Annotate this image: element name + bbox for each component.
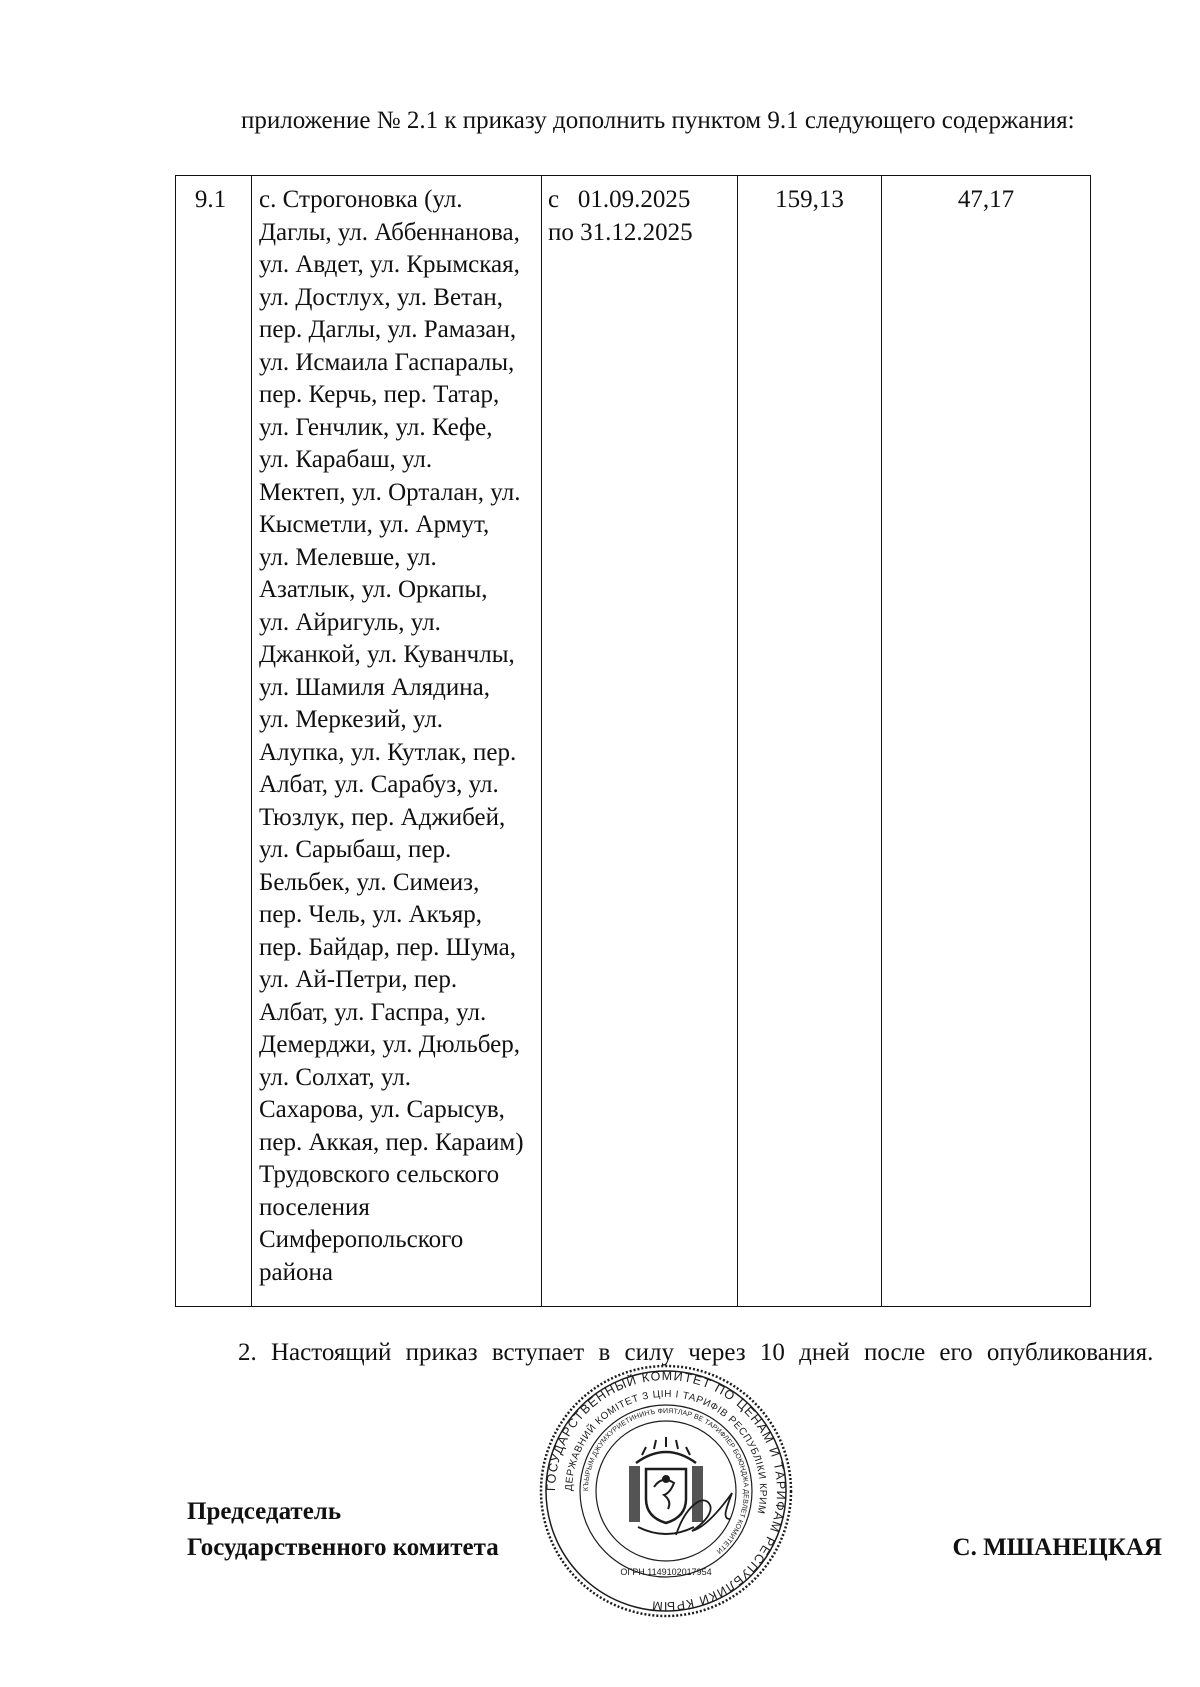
address-line: Мектеп, ул. Орталан, ул. bbox=[259, 478, 521, 506]
address-line: ул. Исмаила Гаспаралы, bbox=[259, 348, 515, 376]
address-line: Кысметли, ул. Армут, bbox=[259, 511, 490, 538]
period-line: по 31.12.2025 bbox=[548, 218, 693, 246]
address-line: Албат, ул. Гаспра, ул. bbox=[259, 998, 487, 1026]
address-line: Симферопольского bbox=[259, 1226, 464, 1253]
address-line: Даглы, ул. Аббеннанова, bbox=[259, 218, 520, 246]
address-line: пер. Керчь, пер. Татар, bbox=[259, 381, 500, 408]
seal-outer-ring bbox=[541, 1366, 791, 1616]
address-line: пер. Байдар, пер. Шума, bbox=[259, 933, 516, 961]
signatory-name: С. МШАНЕЦКАЯ bbox=[952, 1534, 1162, 1561]
address-line: Тюзлук, пер. Аджибей, bbox=[259, 803, 506, 831]
address-line: ул. Сарыбаш, пер. bbox=[259, 836, 452, 863]
address-line: ул. Шамиля Алядина, bbox=[259, 673, 490, 701]
value-1-cell: 159,13 bbox=[738, 176, 882, 1307]
period-cell bbox=[542, 176, 738, 1307]
address-line: пер. Аккая, пер. Караим) bbox=[259, 1128, 524, 1156]
official-seal bbox=[538, 1363, 794, 1619]
address-line: Азатлык, ул. Оркапы, bbox=[259, 576, 488, 603]
seal-ogrn: ОГРН 1149102017954 bbox=[620, 1567, 712, 1577]
address-line: Демерджи, ул. Дюльбер, bbox=[259, 1031, 521, 1058]
coat-of-arms-icon bbox=[630, 1437, 702, 1534]
address-line: ул. Авдет, ул. Крымская, bbox=[259, 251, 520, 278]
address-line: ул. Генчлик, ул. Кефе, bbox=[259, 413, 493, 441]
address-line: Албат, ул. Сарабуз, ул. bbox=[259, 771, 499, 798]
address-line: Трудовского сельского bbox=[259, 1161, 500, 1188]
address-line: ул. Айригуль, ул. bbox=[259, 608, 441, 636]
seal-inner-text: КЪЫРЫМ ДЖУМХУРИЕТИНИНЪ ФИЯТЛАР ВЕ ТАРИФЛЕР БОЮНДЖА ДЕВЛЕТ КОМИТЕТИ bbox=[582, 1407, 750, 1555]
address-line: с. Строгоновка (ул. bbox=[259, 186, 463, 213]
address-line: Джанкой, ул. Куванчлы, bbox=[259, 641, 515, 668]
address-line: пер. Чель, ул. Акъяр, bbox=[259, 901, 482, 928]
address-line: Бельбек, ул. Симеиз, bbox=[259, 868, 480, 896]
signatory-title-line-2: Государственного комитета bbox=[187, 1534, 499, 1561]
address-line: поселения bbox=[259, 1193, 370, 1221]
table-row bbox=[176, 176, 1091, 1307]
signatory-title-line-1: Председатель bbox=[187, 1498, 342, 1525]
intro-paragraph: приложение № 2.1 к приказу дополнить пунктом 9.1 следующего содержания: bbox=[241, 107, 1075, 134]
paragraph-2: 2. Настоящий приказ вступает в силу через 10 дней после его опубликования. bbox=[238, 1339, 1154, 1366]
seal-middle-text: ДЕРЖАВНИЙ КОМІТЕТ З ЦІН І ТАРИФІВ РЕСПУБЛІКИ КРИМ bbox=[563, 1388, 769, 1516]
address-cell bbox=[252, 176, 542, 1307]
address-line: ул. Меркезий, ул. bbox=[259, 706, 444, 733]
address-line: ул. Ай-Петри, пер. bbox=[259, 966, 458, 993]
address-line: района bbox=[259, 1258, 333, 1286]
address-line: ул. Карабаш, ул. bbox=[259, 446, 433, 473]
seal-outer-text: ГОСУДАРСТВЕННЫЙ КОМИТЕТ ПО ЦЕНАМ И ТАРИФАМ РЕСПУБЛИКИ КРЫМ bbox=[543, 1368, 789, 1614]
value-2-cell: 47,17 bbox=[882, 176, 1091, 1307]
address-line: Сахарова, ул. Сарысув, bbox=[259, 1096, 505, 1123]
signatory-title bbox=[187, 1494, 499, 1566]
tariff-table bbox=[175, 175, 1091, 1307]
period-line: с 01.09.2025 bbox=[548, 186, 691, 213]
address-line: ул. Солхат, ул. bbox=[259, 1063, 411, 1091]
row-number: 9.1 bbox=[176, 176, 252, 1307]
address-line: ул. Мелевше, ул. bbox=[259, 543, 437, 571]
address-line: пер. Даглы, ул. Рамазан, bbox=[259, 316, 517, 343]
address-line: Алупка, ул. Кутлак, пер. bbox=[259, 738, 517, 766]
signature-scribble-icon bbox=[676, 1493, 732, 1535]
address-line: ул. Достлух, ул. Ветан, bbox=[259, 283, 504, 311]
